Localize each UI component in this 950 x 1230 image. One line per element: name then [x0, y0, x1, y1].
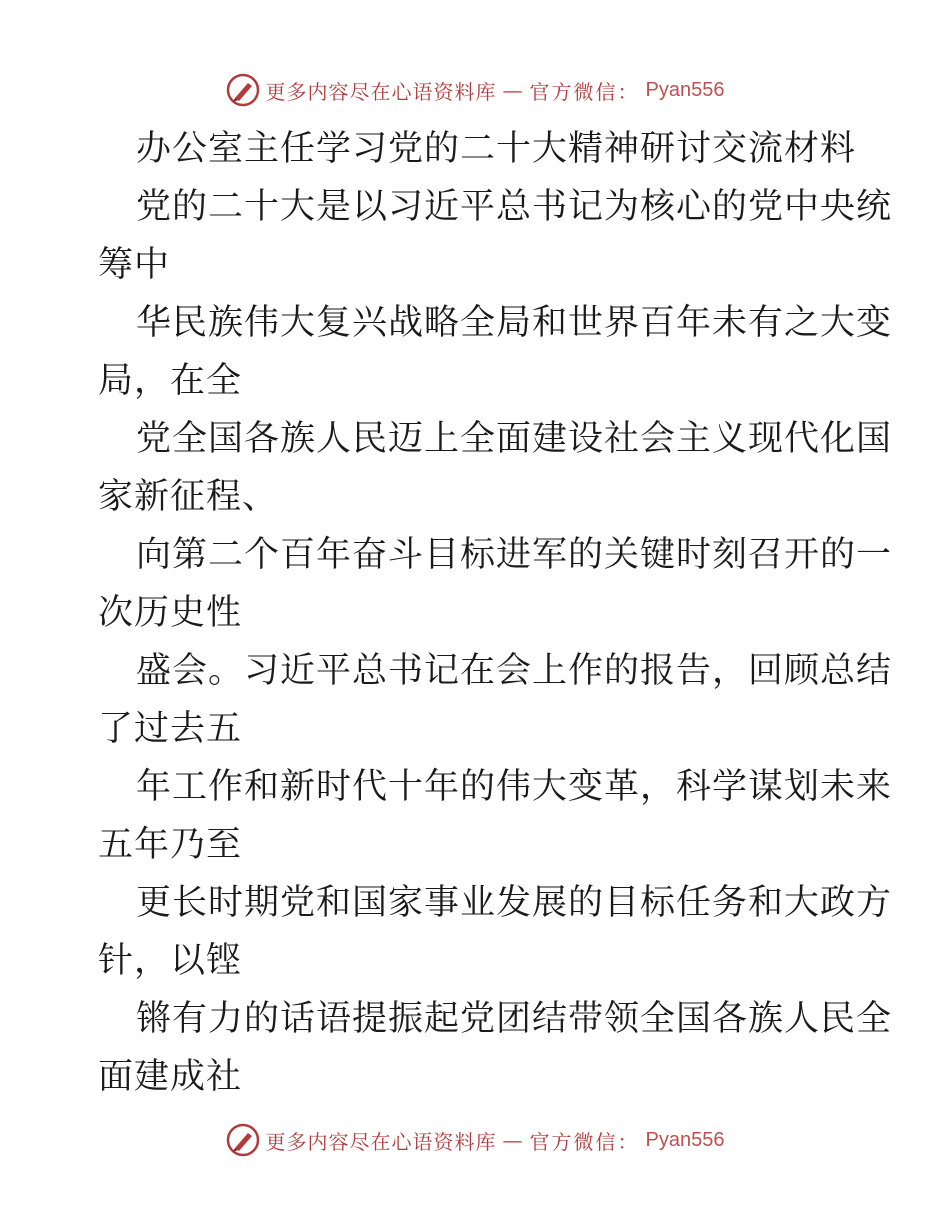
banner-separator: — [502, 1128, 524, 1152]
footer-banner [0, 1120, 950, 1160]
paragraph-line: 了过去五 [98, 709, 243, 749]
paragraph-lines [98, 178, 893, 1106]
banner-wechat-id: Pyan556 [645, 1128, 725, 1151]
banner-slogan: 更多内容尽在心语资料库 [265, 1129, 497, 1154]
paragraph-line: 针，以铿 [98, 941, 243, 981]
banner-separator: — [502, 78, 524, 102]
paragraph-line: 次历史性 [98, 593, 243, 633]
paragraph-line: 党全国各族人民迈上全面建设社会主义现代化国 [136, 419, 893, 459]
paragraph-line: 锵有力的话语提振起党团结带领全国各族人民全 [136, 999, 893, 1039]
paragraph-line: 面建成社 [98, 1057, 243, 1097]
paragraph-line: 家新征程、 [98, 477, 279, 517]
paragraph-line: 更长时期党和国家事业发展的目标任务和大政方 [136, 883, 893, 923]
banner-slogan: 更多内容尽在心语资料库 [265, 79, 497, 104]
paragraph-line: 筹中 [98, 245, 171, 285]
banner-wechat-label: 官方微信： [529, 1129, 640, 1154]
banner-wechat-id: Pyan556 [645, 78, 725, 101]
paragraph-line: 华民族伟大复兴战略全局和世界百年未有之大变 [136, 303, 893, 343]
document-body [98, 120, 893, 1106]
paragraph-line: 五年乃至 [98, 825, 243, 865]
paragraph-line: 年工作和新时代十年的伟大变革，科学谋划未来 [136, 767, 893, 807]
paragraph-line: 党的二十大是以习近平总书记为核心的党中央统 [136, 187, 893, 227]
banner-wechat-label: 官方微信： [529, 79, 640, 104]
document-title: 办公室主任学习党的二十大精神研讨交流材料 [136, 129, 857, 169]
paragraph-line: 局，在全 [98, 361, 243, 401]
pen-logo-icon [226, 1123, 260, 1157]
paragraph-line: 向第二个百年奋斗目标进军的关键时刻召开的一 [136, 535, 893, 575]
pen-logo-icon [226, 73, 260, 107]
header-banner [0, 70, 950, 110]
paragraph-line: 盛会。习近平总书记在会上作的报告，回顾总结 [136, 651, 893, 691]
